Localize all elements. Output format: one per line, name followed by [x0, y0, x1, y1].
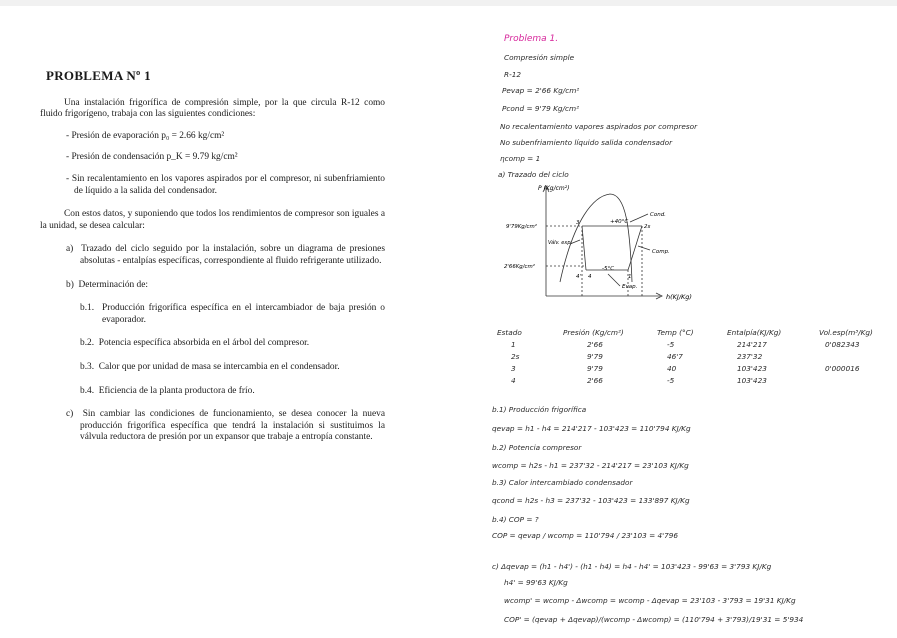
task-b	[66, 280, 385, 292]
note-pevap: Pevap = 2'66 Kg/cm²	[502, 86, 580, 95]
cell-entalpia: 237'32	[737, 351, 763, 361]
calc-b1-eq: qevap = h1 - h4 = 214'217 - 103'423 = 110'794 KJ/Kg	[492, 424, 691, 433]
calc-b2-title: b.2) Potencia compresor	[492, 443, 582, 452]
calc-b3-eq: qcond = h2s - h3 = 237'32 - 103'423 = 133'897 KJ/Kg	[492, 496, 690, 505]
note-no-superheat: No recalentamiento vapores aspirados por compresor	[500, 122, 698, 131]
task-c-text: Sin cambiar las condiciones de funcionamiento, se desea conocer la nueva producción frigorífica específica que tendrá la instalación si sustituimos la válvula reductora de presión por un expansor que trabaje a entropía constante.	[80, 409, 385, 443]
task-b-text: Determinación de:	[78, 279, 149, 290]
point-2s: 2s	[644, 224, 651, 230]
task-b1	[40, 303, 385, 326]
cell-entalpia: 214'217	[737, 339, 767, 349]
task-b-label: b)	[66, 279, 74, 290]
cell-volesp	[819, 374, 873, 386]
note-compression: Compresión simple	[504, 53, 575, 62]
calc-b4-title: b.4) COP = ?	[492, 515, 539, 524]
condition-evaporation: - Presión de evaporación p₀ = 2.66 kg/cm²	[66, 130, 225, 141]
calc-c-wcomp: wcomp' = wcomp - Δwcomp = wcomp - Δqevap = 23'103 - 3'793 = 19'31 KJ/Kg	[504, 596, 796, 605]
task-b3-text: Calor que por unidad de masa se intercambia en el condensador.	[98, 361, 340, 372]
cell-presion: 2'66	[587, 339, 603, 349]
point-1: 1	[628, 274, 632, 280]
tasks-intro: Con estos datos, y suponiendo que todos los rendimientos de compresor son iguales a la unidad, se desea calcular:	[40, 209, 385, 231]
state-table	[497, 326, 873, 386]
task-b4-label: b.4.	[80, 385, 95, 396]
note-no-subcool: No subenfriamiento líquido salida condensador	[500, 138, 673, 147]
cell-temp: -5	[667, 339, 675, 349]
cell-entalpia: 103'423	[737, 375, 767, 385]
th-presion: Presión (Kg/cm²)	[563, 327, 624, 337]
task-c	[40, 409, 385, 444]
y-axis-label: P (Kg/cm²)	[538, 185, 570, 192]
cell-volesp: 0'082343	[825, 339, 860, 349]
evap-label: Evap.	[622, 284, 638, 290]
problem-statement	[40, 70, 385, 444]
calc-c-eq: c) Δqevap = (h1 - h4') - (h1 - h4) = h4 - h4' = 103'423 - 99'63 = 3'793 KJ/Kg	[492, 562, 772, 571]
x-axis-label: h(KJ/Kg)	[666, 293, 692, 301]
problem-intro: Una instalación frigorífica de compresión simple, por la que circula R-12 como fluido frigorígeno, trabaja con las siguientes condiciones:	[40, 97, 385, 120]
solution-heading: Problema 1.	[504, 34, 559, 44]
condition-condensation: - Presión de condensación p_K = 9.79 kg/cm²	[66, 152, 238, 163]
task-b2	[40, 338, 385, 350]
note-cycle-plot: a) Trazado del ciclo	[498, 170, 569, 179]
table-row	[497, 362, 873, 374]
th-estado: Estado	[497, 327, 522, 337]
cell-temp: 46'7	[667, 351, 683, 361]
comp-label: Comp.	[652, 249, 670, 255]
p-low-label: 2'66Kg/cm²	[504, 264, 535, 270]
point-3: 3	[576, 220, 580, 226]
problem-title: PROBLEMA Nº 1	[46, 68, 151, 83]
p-high-label: 9'79Kg/cm²	[506, 224, 537, 230]
task-b4-text: Eficiencia de la planta productora de frío.	[98, 385, 255, 396]
task-a-label: a)	[66, 244, 74, 255]
valve-label: Válv. exp.	[548, 240, 573, 246]
task-b2-label: b.2.	[80, 338, 95, 349]
condition-no-superheat: - Sin recalentamiento en los vapores aspirados por el compresor, ni subenfriamiento de líquido a la salida del condensador.	[66, 173, 385, 196]
table-row	[497, 338, 873, 350]
note-refrigerant: R-12	[504, 70, 521, 79]
point-4-prime: 4'	[576, 274, 582, 280]
calc-b3-title: b.3) Calor intercambiado condensador	[492, 478, 633, 487]
th-entalpia: Entalpía(KJ/Kg)	[727, 327, 782, 337]
comp-leader	[638, 246, 650, 250]
cond-leader	[630, 214, 648, 222]
cond-label: Cond.	[650, 212, 666, 218]
task-c-label: c)	[66, 409, 74, 420]
note-efficiency: ηcomp = 1	[500, 154, 541, 163]
evap-leader	[608, 274, 620, 286]
ph-diagram	[490, 178, 750, 308]
cell-presion: 2'66	[587, 375, 603, 385]
cell-estado: 4	[511, 375, 516, 385]
t-low-label: -5°C	[602, 266, 615, 272]
cell-temp: 40	[667, 363, 677, 373]
point-4: 4	[588, 274, 592, 280]
cell-estado: 2s	[511, 351, 520, 361]
cell-entalpia: 103'423	[737, 363, 767, 373]
saturation-dome	[560, 194, 632, 282]
expansion-line	[582, 226, 586, 270]
t-high-label: +40°C	[610, 219, 629, 225]
note-pcond: Pcond = 9'79 Kg/cm²	[502, 104, 580, 113]
cell-volesp	[819, 350, 873, 362]
calc-c-cop: COP' = (qevap + Δqevap)/(wcomp - Δwcomp) = (110'794 + 3'793)/19'31 = 5'934	[504, 615, 804, 624]
cell-volesp: 0'000016	[825, 363, 860, 373]
calc-c-h4p: h4' = 99'63 KJ/Kg	[504, 578, 568, 587]
table-row	[497, 350, 873, 362]
cell-temp: -5	[667, 375, 675, 385]
task-b3	[40, 362, 385, 374]
cell-estado: 1	[511, 339, 516, 349]
task-b1-label: b.1.	[80, 303, 95, 314]
calc-b1-title: b.1) Producción frigorífica	[492, 405, 587, 414]
cell-estado: 3	[511, 363, 516, 373]
th-volesp: Vol.esp(m³/Kg)	[819, 327, 873, 337]
task-b2-text: Potencia específica absorbida en el árbol del compresor.	[98, 338, 310, 349]
task-b1-text: Producción frigorífica específica en el intercambiador de baja presión o evaporador.	[102, 303, 385, 325]
calc-b4-eq: COP = qevap / wcomp = 110'794 / 23'103 = 4'796	[492, 531, 679, 540]
calc-b2-eq: wcomp = h2s - h1 = 237'32 - 214'217 = 23'103 KJ/Kg	[492, 461, 689, 470]
cell-presion: 9'79	[587, 351, 603, 361]
task-b4	[40, 386, 385, 398]
handwritten-solution	[490, 0, 890, 638]
th-temp: Temp (°C)	[657, 327, 694, 337]
task-a	[40, 244, 385, 267]
state-table-header	[497, 326, 873, 338]
table-row	[497, 374, 873, 386]
task-b3-label: b.3.	[80, 361, 95, 372]
cell-presion: 9'79	[587, 363, 603, 373]
task-a-text: Trazado del ciclo seguido por la instalación, sobre un diagrama de presiones absolutas - entalpías específicas, correspondiente al fluido refrigerante utilizado.	[80, 244, 385, 266]
